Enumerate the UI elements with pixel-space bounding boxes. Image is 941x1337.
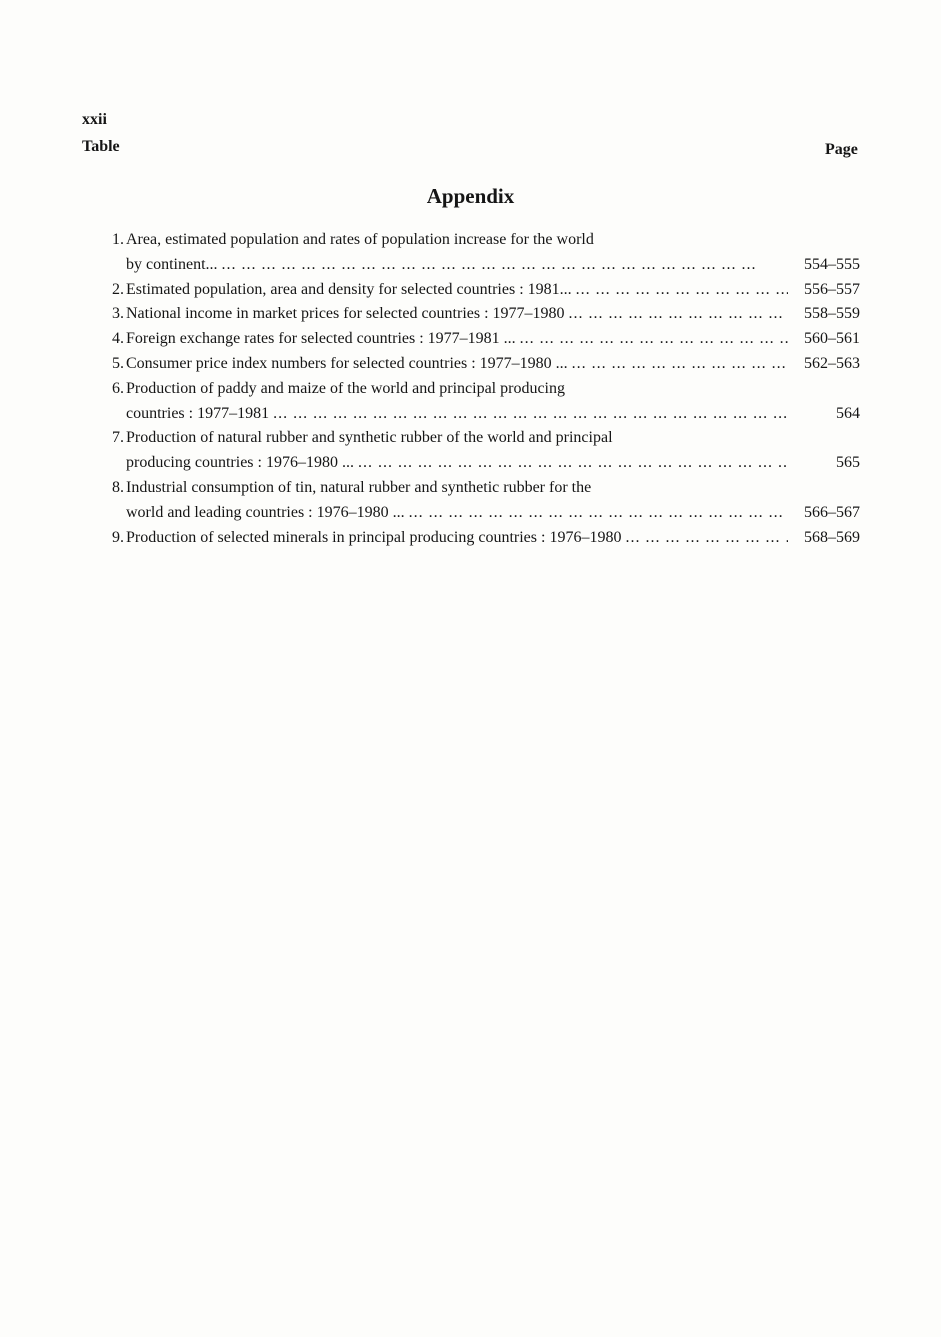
entry-title-line: Foreign exchange rates for selected countries : 1977–1981 ... bbox=[126, 330, 516, 348]
entry-title-line: National income in market prices for selected countries : 1977–1980 bbox=[126, 305, 565, 323]
dot-leader bbox=[218, 253, 788, 278]
toc-entry bbox=[82, 327, 860, 352]
page-column-heading: Page bbox=[825, 141, 858, 158]
entry-number: 2. bbox=[112, 280, 124, 298]
entry-final-line bbox=[126, 278, 860, 303]
entry-final-line bbox=[126, 352, 860, 377]
entry-number: 6. bbox=[112, 379, 124, 397]
toc-entry bbox=[82, 426, 860, 476]
toc-entry bbox=[82, 228, 860, 278]
entry-number: 1. bbox=[112, 231, 124, 248]
toc-entry bbox=[82, 526, 860, 551]
entry-final-line bbox=[126, 327, 860, 352]
entry-title-line: world and leading countries : 1976–1980 ... bbox=[126, 503, 405, 521]
entry-final-line bbox=[126, 402, 860, 427]
entry-page-range: 562–563 bbox=[804, 354, 860, 372]
entry-final-line bbox=[126, 501, 860, 526]
dot-leader bbox=[405, 501, 788, 526]
dot-leader bbox=[568, 352, 788, 377]
dot-leader bbox=[516, 327, 788, 352]
dot-leader bbox=[354, 451, 788, 476]
dot-leader bbox=[572, 278, 788, 303]
entry-title bbox=[126, 377, 860, 427]
dot-leader bbox=[621, 526, 788, 551]
entry-title bbox=[126, 352, 860, 377]
entry-title-line: Estimated population, area and density for selected countries : 1981... bbox=[126, 280, 572, 298]
entry-final-line bbox=[126, 451, 860, 476]
entry-title bbox=[126, 228, 860, 278]
entry-final-line bbox=[126, 526, 860, 551]
entry-title-line: Production of selected minerals in principal producing countries : 1976–1980 bbox=[126, 528, 622, 546]
entry-final-line bbox=[126, 302, 860, 327]
entry-title-line: Production of natural rubber and synthetic rubber of the world and principal bbox=[126, 429, 613, 447]
entry-final-line bbox=[126, 253, 860, 278]
entry-page-range: 564 bbox=[836, 404, 860, 422]
entry-title-line: producing countries : 1976–1980 ... bbox=[126, 454, 354, 472]
entry-page-range: 560–561 bbox=[804, 330, 860, 348]
toc-entry bbox=[82, 302, 860, 327]
entry-page-range: 566–567 bbox=[804, 503, 860, 521]
dot-leader bbox=[565, 302, 788, 327]
entry-page-range: 558–559 bbox=[804, 305, 860, 323]
entry-title-line: Industrial consumption of tin, natural rubber and synthetic rubber for the bbox=[126, 478, 592, 496]
dot-leader bbox=[269, 402, 788, 427]
entry-title-line: by continent... bbox=[126, 255, 218, 273]
entry-number: 5. bbox=[112, 354, 124, 372]
table-of-contents bbox=[82, 228, 860, 550]
entry-title bbox=[126, 327, 860, 352]
toc-entry bbox=[82, 476, 860, 526]
toc-entry bbox=[82, 278, 860, 303]
entry-page-range: 565 bbox=[836, 454, 860, 472]
entry-page-range: 556–557 bbox=[804, 280, 860, 298]
entry-number: 8. bbox=[112, 478, 124, 496]
entry-title bbox=[126, 476, 860, 526]
entry-number: 4. bbox=[112, 330, 124, 348]
toc-entry bbox=[82, 377, 860, 427]
entry-number: 3. bbox=[112, 305, 124, 323]
entry-title-line: Production of paddy and maize of the world and principal producing bbox=[126, 379, 565, 397]
entry-title bbox=[126, 426, 860, 476]
entry-page-range: 568–569 bbox=[804, 528, 860, 546]
entry-title-line: Area, estimated population and rates of population increase for the world bbox=[126, 231, 594, 248]
entry-page-range: 554–555 bbox=[804, 255, 860, 273]
page-number: xxii bbox=[82, 111, 107, 128]
entry-title-line: Consumer price index numbers for selected countries : 1977–1980 ... bbox=[126, 354, 568, 372]
entry-title bbox=[126, 278, 860, 303]
toc-entry bbox=[82, 352, 860, 377]
entry-number: 9. bbox=[112, 528, 124, 546]
entry-number: 7. bbox=[112, 429, 124, 447]
page-title: Appendix bbox=[426, 184, 515, 208]
entry-title bbox=[126, 302, 860, 327]
entry-title bbox=[126, 526, 860, 551]
entry-title-line: countries : 1977–1981 bbox=[126, 404, 270, 422]
table-column-heading: Table bbox=[82, 138, 120, 155]
